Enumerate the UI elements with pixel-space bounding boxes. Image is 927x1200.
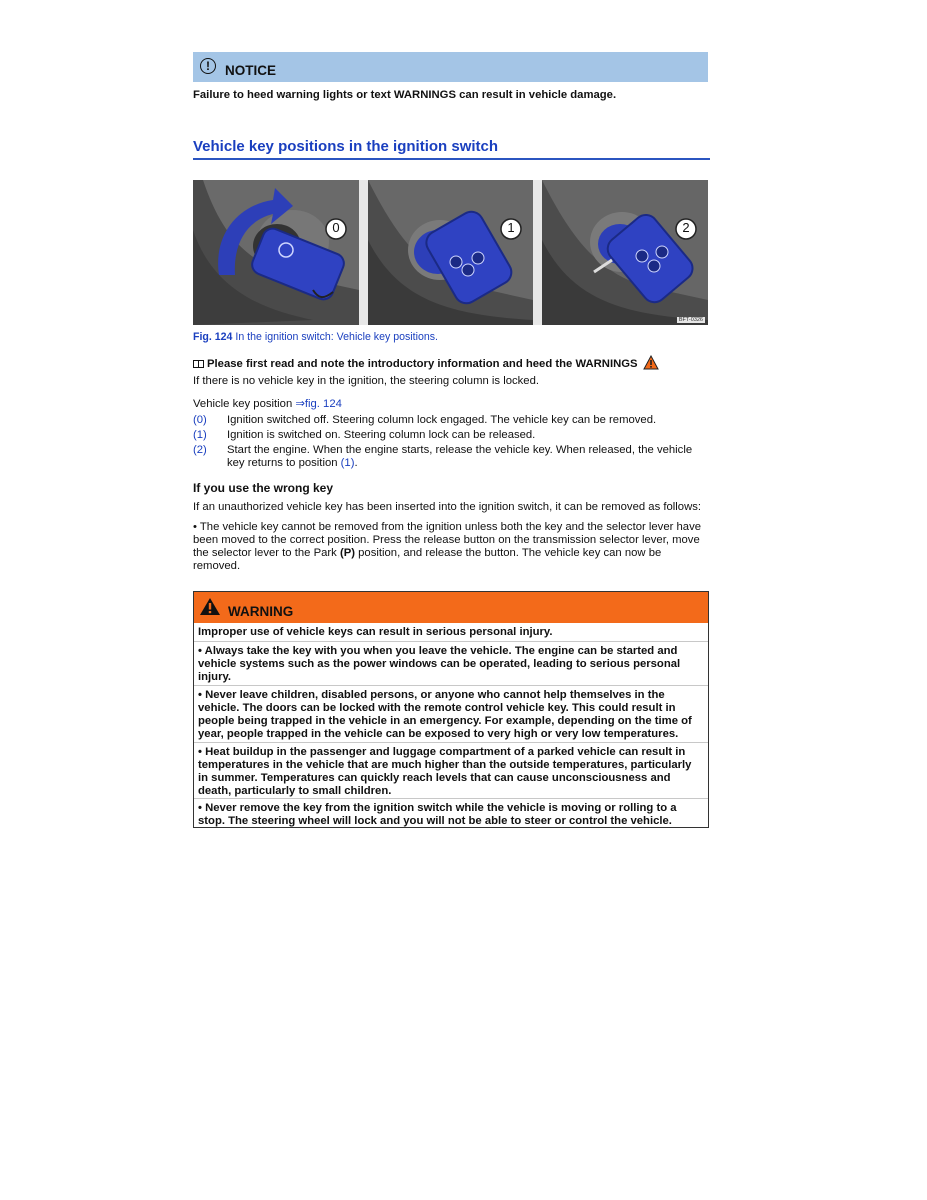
notice-text: Failure to heed warning lights or text WARNINGS can result in vehicle damage. <box>193 89 617 101</box>
position-item-number: (0) <box>193 414 207 426</box>
position-item-0 <box>193 414 708 428</box>
warning-lead: Improper use of vehicle keys can result in serious personal injury. <box>198 626 553 638</box>
position-number-2: 2 <box>682 220 690 235</box>
panel-divider <box>359 180 368 325</box>
figure-caption <box>193 331 438 343</box>
notice-label: NOTICE <box>225 63 277 78</box>
steering-locked-text: If there is no vehicle key in the ignition, the steering column is locked. <box>193 375 539 387</box>
intro-line <box>193 355 659 370</box>
key-position-0-image <box>193 180 359 325</box>
warning-item: • Never leave children, disabled persons, or anyone who cannot help themselves in the vehicle. The doors can be locked with the remote control vehicle key. This could result in people being trapped in the vehicle in an emergency. For example, depending on the time of year, people trapped in the vehicle can be exposed to very high or very low temperatures. <box>194 685 708 741</box>
book-icon <box>193 360 204 368</box>
position-item-text <box>227 444 708 470</box>
position-item-text: Ignition is switched on. Steering column lock can be released. <box>227 429 536 441</box>
wrong-key-bullet <box>193 521 708 573</box>
fig-124-link[interactable]: ⇒fig. 124 <box>295 398 342 410</box>
warning-box <box>193 591 709 828</box>
warning-item: • Heat buildup in the passenger and luggage compartment of a parked vehicle can result in temperatures in the vehicle that are much higher than the outside temperatures, particularly in summer. Temperatures can quickly reach levels that can cause unconsciousness and death, particularly to small children. <box>194 742 708 798</box>
position-item-2 <box>193 444 708 472</box>
position-item-text-b: . <box>354 457 358 469</box>
warning-banner <box>194 592 708 623</box>
position-item-1 <box>193 429 708 443</box>
position-item-number: (2) <box>193 444 207 456</box>
positions-lead <box>193 398 342 411</box>
park-label: (P) <box>339 547 355 559</box>
positions-lead-text: Vehicle key position <box>193 398 296 410</box>
warning-triangle-icon <box>199 597 221 616</box>
position-1-link[interactable]: (1) <box>340 457 355 469</box>
position-item-text: Ignition switched off. Steering column lock engaged. The vehicle key can be removed. <box>227 414 657 426</box>
figure-124 <box>193 180 708 325</box>
wrong-key-bullet-text-b: position, and release the button. The vehicle key can now be removed. <box>193 547 662 572</box>
wrong-key-bullet-text-a: • The vehicle key cannot be removed from the ignition unless both the key and the selector lever have been moved to the correct position. Press the release button on the transmission selector lever, move the selector lever to the Park <box>193 521 702 559</box>
wrong-key-heading: If you use the wrong key <box>193 481 334 495</box>
position-number-0: 0 <box>332 220 340 235</box>
intro-text: Please first read and note the introductory information and heed the WARNINGS <box>207 358 638 370</box>
figure-code: BFT-0326 <box>678 317 703 323</box>
figure-caption-text: In the ignition switch: Vehicle key positions. <box>232 331 438 343</box>
notice-banner <box>193 52 708 82</box>
key-position-1-image <box>368 180 533 325</box>
panel-divider <box>533 180 542 325</box>
wrong-key-intro: If an unauthorized vehicle key has been inserted into the ignition switch, it can be removed as follows: <box>193 501 702 513</box>
warning-item: • Never remove the key from the ignition switch while the vehicle is moving or rolling to a stop. The steering wheel will lock and you will not be able to steer or control the vehicle. <box>194 798 708 828</box>
section-title: Vehicle key positions in the ignition switch <box>193 138 710 160</box>
info-circle-icon: ! <box>200 58 216 74</box>
position-item-text-a: Start the engine. When the engine starts, release the vehicle key. When released, the vehicle key returns to position <box>227 444 693 469</box>
warning-item: • Always take the key with you when you leave the vehicle. The engine can be started and vehicle systems such as the power windows can be operated, leading to serious personal injury. <box>194 641 708 684</box>
warning-label: WARNING <box>228 604 294 619</box>
position-number-1: 1 <box>507 220 515 235</box>
position-item-number: (1) <box>193 429 207 441</box>
warning-triangle-icon <box>643 355 659 370</box>
figure-caption-ref: Fig. 124 <box>193 331 233 343</box>
key-position-2-image <box>542 180 708 325</box>
